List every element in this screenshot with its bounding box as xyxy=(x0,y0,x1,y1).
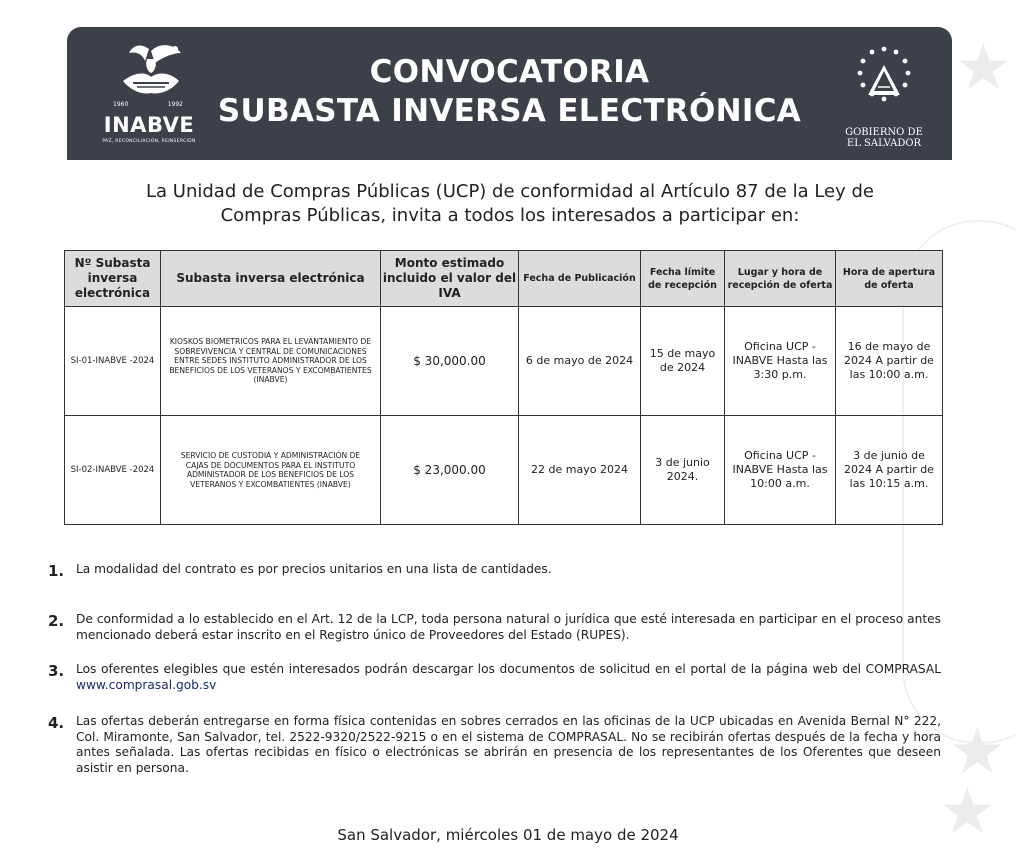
title-line-1: CONVOCATORIA xyxy=(369,54,650,90)
star-watermark-icon: ★ xyxy=(948,715,1006,789)
auction-table xyxy=(64,250,943,525)
column-header: Fecha de Publicación xyxy=(519,251,641,307)
column-header: Nº Subasta inversa electrónica xyxy=(65,251,161,307)
note-number: 1. xyxy=(48,562,65,580)
column-header: Hora de apertura de oferta xyxy=(836,251,943,307)
reception-place-cell: Oficina UCP - INABVE Hasta las 10:00 a.m. xyxy=(725,416,836,525)
logo-name: INABVE xyxy=(103,113,195,137)
amount-cell: $ 30,000.00 xyxy=(381,307,519,416)
reception-place-cell: Oficina UCP - INABVE Hasta las 3:30 p.m. xyxy=(725,307,836,416)
government-logo xyxy=(838,41,930,151)
list-item xyxy=(48,662,941,693)
publication-date-cell: 22 de mayo 2024 xyxy=(519,416,641,525)
column-header: Subasta inversa electrónica xyxy=(161,251,381,307)
description-cell: SERVICIO DE CUSTODIA Y ADMINISTRACIÓN DE CAJAS DE DOCUMENTOS PARA EL INSTITUTO ADMINISTADOR DE LOS BENEFICIOS DE LOS VETERANOS Y EXCOMBATIENTES (INABVE) xyxy=(161,416,381,525)
deadline-cell: 15 de mayo de 2024 xyxy=(641,307,725,416)
column-header: Lugar y hora de recepción de oferta xyxy=(725,251,836,307)
logo-tagline: PAZ, RECONCILIACIÓN, REINSERCIÓN xyxy=(102,139,196,144)
gov-logo-line-1: GOBIERNO DE xyxy=(845,127,923,138)
auction-id-cell: SI-01-INABVE -2024 xyxy=(65,307,161,416)
header-banner xyxy=(67,27,952,160)
auction-id-cell: SI-02-INABVE -2024 xyxy=(65,416,161,525)
table-header-row xyxy=(65,251,943,307)
note-number: 2. xyxy=(48,612,65,630)
star-watermark-icon: ★ xyxy=(954,31,1012,105)
opening-time-cell: 3 de junio de 2024 A partir de las 10:15 a.m. xyxy=(836,416,943,525)
amount-cell: $ 23,000.00 xyxy=(381,416,519,525)
list-item xyxy=(48,714,941,776)
table-row xyxy=(65,307,943,416)
table-row xyxy=(65,416,943,525)
page-title xyxy=(67,53,952,131)
logo-year-left: 1960 xyxy=(113,101,129,108)
note-text: De conformidad a lo establecido en el Art. 12 de la LCP, toda persona natural o jurídica que esté interesada en participar en el proceso antes mencionado deberá estar inscrito en el Registro único de Proveedores del Estado (RUPES). xyxy=(76,612,941,642)
title-line-2: SUBASTA INVERSA ELECTRÓNICA xyxy=(217,93,802,129)
note-text: Las ofertas deberán entregarse en forma física contenidas en sobres cerrados en las oficinas de la UCP ubicadas en Avenida Bernal N° 222, Col. Miramonte, San Salvador, tel. 2522-9320/2522-9215 o en el sistema de COMPRASAL. No se recibirán ofertas después de la fecha y hora antes señalada. Las ofertas recibidas en físico o electrónicas se abrirán en presencia de los representantes de los Oferentes que deseen asistir en persona. xyxy=(76,714,941,775)
comprasal-link[interactable]: www.comprasal.gob.sv xyxy=(76,677,217,692)
note-text: La modalidad del contrato es por precios unitarios en una lista de cantidades. xyxy=(76,562,552,576)
description-cell: KIOSKOS BIOMETRICOS PARA EL LEVANTAMIENTO DE SOBREVIVENCIA Y CENTRAL DE COMUNICACIONES ENTRE SEDES INSTITUTO ADMINISTRADOR DE LOS BENEFICIOS DE LOS VETERANOS Y EXCOMBATIENTES (INABVE) xyxy=(161,307,381,416)
note-number: 4. xyxy=(48,714,65,732)
column-header: Fecha límite de recepción xyxy=(641,251,725,307)
deadline-cell: 3 de junio 2024. xyxy=(641,416,725,525)
publication-date-cell: 6 de mayo de 2024 xyxy=(519,307,641,416)
opening-time-cell: 16 de mayo de 2024 A partir de las 10:00 a.m. xyxy=(836,307,943,416)
note-text-body: Los oferentes elegibles que estén interesados podrán descargar los documentos de solicitud en el portal de la página web del COMPRASAL xyxy=(76,662,941,676)
coat-of-arms-icon xyxy=(838,41,930,121)
star-watermark-icon: ★ xyxy=(938,775,996,849)
list-item xyxy=(48,612,941,643)
date-footer: San Salvador, miércoles 01 de mayo de 2024 xyxy=(337,826,679,844)
note-text xyxy=(76,662,941,693)
column-header: Monto estimado incluido el valor del IVA xyxy=(381,251,519,307)
intro-paragraph: La Unidad de Compras Públicas (UCP) de conformidad al Artículo 87 de la Ley de Compras Públicas, invita a todos los interesados a participar en: xyxy=(146,181,874,226)
gov-logo-line-2: EL SALVADOR xyxy=(846,138,922,149)
note-number: 3. xyxy=(48,662,65,680)
list-item xyxy=(48,562,941,580)
logo-year-right: 1992 xyxy=(167,101,183,108)
